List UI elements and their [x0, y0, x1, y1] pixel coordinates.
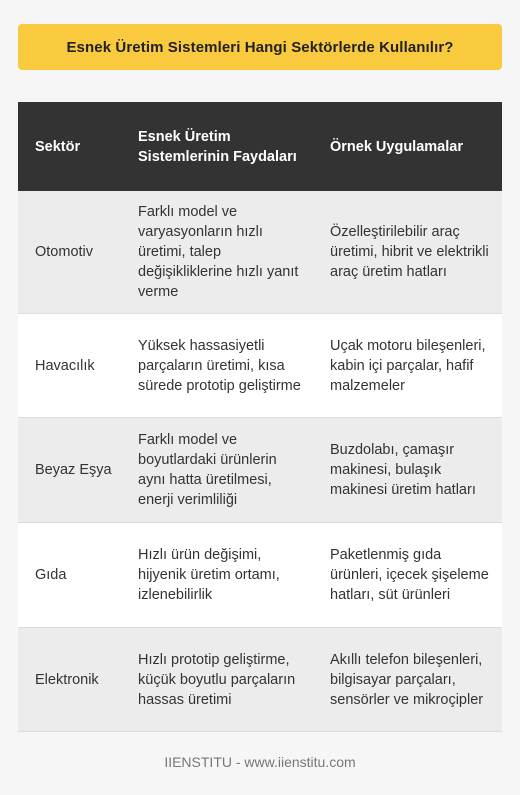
cell-examples-text: Özelleştirilebilir araç üretimi, hibrit ve elektrikli araç üretim hatları: [330, 224, 489, 280]
cell-examples-text: Akıllı telefon bileşenleri, bilgisayar parçaları, sensörler ve mikroçipler: [330, 651, 484, 708]
cell-sector: [18, 191, 124, 313]
cell-benefits: [124, 418, 318, 522]
cell-examples: [318, 628, 502, 731]
cell-benefits: [124, 314, 318, 417]
header-examples: [318, 102, 502, 191]
cell-sector-text: Gıda: [35, 567, 67, 583]
cell-sector-text: Havacılık: [35, 357, 95, 374]
cell-examples-text: Buzdolabı, çamaşır makinesi, bulaşık makinesi üretim hatları: [330, 442, 476, 498]
table-row: [18, 314, 502, 418]
cell-examples-text: Paketlenmiş gıda ürünleri, içecek şişeleme hatları, süt ürünleri: [330, 547, 489, 603]
cell-benefits-text: Yüksek hassasiyetli parçaların üretimi, kısa sürede prototip geliştirme: [138, 337, 301, 394]
cell-examples: [318, 191, 502, 313]
header-benefits-label: Esnek Üretim Sistemlerinin Faydaları: [138, 128, 297, 165]
cell-examples-text: Uçak motoru bileşenleri, kabin içi parçalar, hafif malzemeler: [330, 337, 486, 394]
table-header-row: [18, 102, 502, 191]
cell-benefits-text: Hızlı prototip geliştirme, küçük boyutlu parçaların hassas üretimi: [138, 651, 296, 708]
footer-credit: IIENSTITU - www.iienstitu.com: [164, 754, 356, 770]
cell-sector: [18, 628, 124, 731]
cell-sector-text: Beyaz Eşya: [35, 462, 112, 478]
cell-benefits: [124, 523, 318, 627]
header-sector: [18, 102, 124, 191]
sector-table: [18, 102, 502, 732]
table-row: [18, 628, 502, 732]
table-row: [18, 418, 502, 523]
cell-sector: [18, 418, 124, 522]
table-row: [18, 523, 502, 628]
cell-sector: [18, 523, 124, 627]
cell-sector: [18, 314, 124, 417]
cell-benefits-text: Hızlı ürün değişimi, hijyenik üretim ortamı, izlenebilirlik: [138, 547, 280, 603]
table-row: [18, 191, 502, 314]
cell-benefits-text: Farklı model ve varyasyonların hızlı üretimi, talep değişikliklerine hızlı yanıt verme: [138, 204, 299, 300]
cell-benefits: [124, 191, 318, 313]
cell-examples: [318, 523, 502, 627]
cell-benefits-text: Farklı model ve boyutlardaki ürünlerin aynı hatta üretilmesi, enerji verimliliği: [138, 432, 277, 508]
cell-benefits: [124, 628, 318, 731]
cell-examples: [318, 314, 502, 417]
header-examples-label: Örnek Uygulamalar: [330, 138, 463, 155]
cell-sector-text: Otomotiv: [35, 244, 94, 260]
cell-examples: [318, 418, 502, 522]
header-sector-label: Sektör: [35, 138, 81, 155]
cell-sector-text: Elektronik: [35, 671, 99, 688]
page-title: Esnek Üretim Sistemleri Hangi Sektörlerde Kullanılır?: [18, 24, 502, 70]
header-benefits: [124, 102, 318, 191]
